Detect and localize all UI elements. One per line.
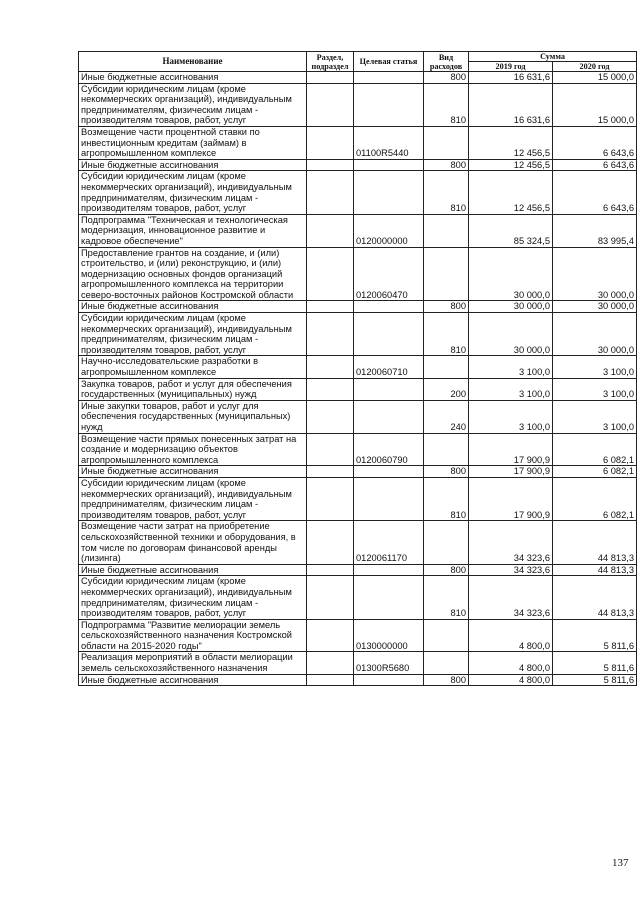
row-expense-type: [424, 247, 469, 301]
row-sum-2020: 44 813,3: [553, 576, 637, 619]
row-expense-type: 810: [424, 576, 469, 619]
row-name: Субсидии юридическим лицам (кроме некоммерческих организаций), индивидуальным предпринимателям, физическим лицам - производителям товаров, работ, услуг: [79, 576, 307, 619]
row-sum-2020: 6 082,1: [553, 477, 637, 520]
row-sum-2019: 3 100,0: [469, 400, 553, 433]
row-expense-type: 810: [424, 83, 469, 126]
row-sum-2019: 16 631,6: [469, 83, 553, 126]
table-row: [79, 214, 637, 247]
table-row: [79, 433, 637, 466]
row-sum-2019: 34 323,6: [469, 576, 553, 619]
row-razdel: [307, 433, 354, 466]
row-sum-2020: 6 643,6: [553, 126, 637, 159]
row-name: Иные бюджетные ассигнования: [79, 301, 307, 313]
row-name: Возмещение части затрат на приобретение сельскохозяйственной техники и оборудования, в том числе по договорам финансовой аренды (лизинга): [79, 521, 307, 564]
row-sum-2020: 30 000,0: [553, 247, 637, 301]
row-sum-2020: 6 082,1: [553, 466, 637, 478]
row-sum-2019: 3 100,0: [469, 378, 553, 400]
row-target-code: [354, 477, 424, 520]
row-razdel: [307, 313, 354, 356]
row-target-code: 0120061170: [354, 521, 424, 564]
header-year-2019: 2019 год: [469, 62, 553, 72]
row-sum-2020: 5 811,6: [553, 652, 637, 674]
row-sum-2019: 12 456,5: [469, 171, 553, 214]
row-sum-2020: 83 995,4: [553, 214, 637, 247]
row-razdel: [307, 72, 354, 84]
row-sum-2019: 4 800,0: [469, 619, 553, 652]
row-name: Субсидии юридическим лицам (кроме некоммерческих организаций), индивидуальным предпринимателям, физическим лицам - производителям товаров, работ, услуг: [79, 83, 307, 126]
row-expense-type: 800: [424, 159, 469, 171]
header-name: Наименование: [79, 52, 307, 72]
row-name: Закупка товаров, работ и услуг для обеспечения государственных (муниципальных) нужд: [79, 378, 307, 400]
table-row: [79, 521, 637, 564]
row-sum-2020: 3 100,0: [553, 356, 637, 378]
row-target-code: 0120000000: [354, 214, 424, 247]
row-target-code: [354, 466, 424, 478]
row-sum-2019: 30 000,0: [469, 301, 553, 313]
table-row: [79, 313, 637, 356]
row-target-code: [354, 378, 424, 400]
table-header: [79, 52, 637, 72]
row-name: Подпрограмма "Развитие мелиорации земель сельскохозяйственного назначения Костромской области на 2015-2020 годы": [79, 619, 307, 652]
row-razdel: [307, 564, 354, 576]
row-sum-2019: 85 324,5: [469, 214, 553, 247]
row-sum-2019: 30 000,0: [469, 247, 553, 301]
row-name: Возмещение части прямых понесенных затрат на создание и модернизацию объектов агропромышленного комплекса: [79, 433, 307, 466]
row-razdel: [307, 126, 354, 159]
row-expense-type: 240: [424, 400, 469, 433]
row-razdel: [307, 159, 354, 171]
row-razdel: [307, 83, 354, 126]
row-sum-2020: 6 643,6: [553, 159, 637, 171]
row-sum-2019: 4 800,0: [469, 674, 553, 686]
table-row: [79, 477, 637, 520]
row-name: Субсидии юридическим лицам (кроме некоммерческих организаций), индивидуальным предпринимателям, физическим лицам - производителям товаров, работ, услуг: [79, 477, 307, 520]
header-razdel: Раздел, подраздел: [307, 52, 354, 72]
row-expense-type: [424, 214, 469, 247]
table-row: [79, 126, 637, 159]
row-sum-2019: 12 456,5: [469, 126, 553, 159]
row-expense-type: 800: [424, 301, 469, 313]
row-target-code: [354, 313, 424, 356]
header-vid: Вид расходов: [424, 52, 469, 72]
row-sum-2019: 34 323,6: [469, 521, 553, 564]
row-name: Иные бюджетные ассигнования: [79, 159, 307, 171]
row-razdel: [307, 619, 354, 652]
row-razdel: [307, 576, 354, 619]
table-row: [79, 356, 637, 378]
table-row: [79, 159, 637, 171]
row-sum-2020: 6 082,1: [553, 433, 637, 466]
row-expense-type: 800: [424, 674, 469, 686]
row-target-code: 0130000000: [354, 619, 424, 652]
table-body: [79, 72, 637, 686]
header-tselevaya: Целевая статья: [354, 52, 424, 72]
table-row: [79, 564, 637, 576]
page-number: 137: [612, 857, 629, 869]
row-razdel: [307, 356, 354, 378]
row-expense-type: [424, 652, 469, 674]
row-razdel: [307, 652, 354, 674]
row-razdel: [307, 214, 354, 247]
table-row: [79, 674, 637, 686]
row-sum-2019: 34 323,6: [469, 564, 553, 576]
row-sum-2020: 3 100,0: [553, 378, 637, 400]
row-sum-2020: 15 000,0: [553, 72, 637, 84]
row-target-code: 0120060470: [354, 247, 424, 301]
row-name: Подпрограмма "Техническая и технологическая модернизация, инновационное развитие и кадровое обеспечение": [79, 214, 307, 247]
row-sum-2020: 30 000,0: [553, 301, 637, 313]
row-target-code: [354, 159, 424, 171]
row-sum-2019: 17 900,9: [469, 466, 553, 478]
row-name: Иные бюджетные ассигнования: [79, 466, 307, 478]
row-sum-2019: 30 000,0: [469, 313, 553, 356]
row-target-code: [354, 564, 424, 576]
row-target-code: 01300R5680: [354, 652, 424, 674]
row-expense-type: 800: [424, 466, 469, 478]
row-expense-type: [424, 433, 469, 466]
row-target-code: [354, 674, 424, 686]
row-sum-2019: 4 800,0: [469, 652, 553, 674]
row-target-code: [354, 83, 424, 126]
row-target-code: [354, 301, 424, 313]
table-row: [79, 83, 637, 126]
row-razdel: [307, 171, 354, 214]
row-expense-type: [424, 619, 469, 652]
row-name: Возмещение части процентной ставки по инвестиционным кредитам (займам) в агропромышленном комплексе: [79, 126, 307, 159]
row-expense-type: 810: [424, 171, 469, 214]
table-row: [79, 652, 637, 674]
row-expense-type: 200: [424, 378, 469, 400]
table-row: [79, 400, 637, 433]
table-row: [79, 378, 637, 400]
row-razdel: [307, 521, 354, 564]
row-name: Субсидии юридическим лицам (кроме некоммерческих организаций), индивидуальным предпринимателям, физическим лицам - производителям товаров, работ, услуг: [79, 313, 307, 356]
row-name: Иные бюджетные ассигнования: [79, 72, 307, 84]
row-sum-2019: 12 456,5: [469, 159, 553, 171]
row-expense-type: [424, 126, 469, 159]
row-sum-2019: 17 900,9: [469, 477, 553, 520]
row-expense-type: 810: [424, 477, 469, 520]
row-name: Научно-исследовательские разработки в агропромышленном комплексе: [79, 356, 307, 378]
row-razdel: [307, 247, 354, 301]
row-expense-type: [424, 356, 469, 378]
row-sum-2020: 15 000,0: [553, 83, 637, 126]
table-row: [79, 72, 637, 84]
table-row: [79, 466, 637, 478]
row-expense-type: [424, 521, 469, 564]
row-target-code: [354, 171, 424, 214]
table-row: [79, 171, 637, 214]
row-name: Иные закупки товаров, работ и услуг для обеспечения государственных (муниципальных) нужд: [79, 400, 307, 433]
row-expense-type: 800: [424, 564, 469, 576]
row-target-code: 0120060710: [354, 356, 424, 378]
row-razdel: [307, 477, 354, 520]
row-sum-2019: 3 100,0: [469, 356, 553, 378]
row-razdel: [307, 400, 354, 433]
row-target-code: [354, 400, 424, 433]
table-row: [79, 619, 637, 652]
row-sum-2020: 30 000,0: [553, 313, 637, 356]
table-row: [79, 301, 637, 313]
row-sum-2020: 5 811,6: [553, 674, 637, 686]
row-razdel: [307, 674, 354, 686]
row-name: Реализация мероприятий в области мелиорации земель сельскохозяйственного назначения: [79, 652, 307, 674]
header-summa: Сумма: [469, 52, 637, 62]
row-sum-2020: 5 811,6: [553, 619, 637, 652]
row-expense-type: 810: [424, 313, 469, 356]
row-sum-2019: 16 631,6: [469, 72, 553, 84]
row-target-code: [354, 72, 424, 84]
row-target-code: 0120060790: [354, 433, 424, 466]
row-razdel: [307, 301, 354, 313]
row-expense-type: 800: [424, 72, 469, 84]
table-row: [79, 247, 637, 301]
row-name: Субсидии юридическим лицам (кроме некоммерческих организаций), индивидуальным предпринимателям, физическим лицам - производителям товаров, работ, услуг: [79, 171, 307, 214]
row-razdel: [307, 466, 354, 478]
header-year-2020: 2020 год: [553, 62, 637, 72]
row-name: Иные бюджетные ассигнования: [79, 564, 307, 576]
row-name: Иные бюджетные ассигнования: [79, 674, 307, 686]
row-target-code: 01100R5440: [354, 126, 424, 159]
row-sum-2020: 44 813,3: [553, 521, 637, 564]
row-sum-2020: 3 100,0: [553, 400, 637, 433]
row-name: Предоставление грантов на создание, и (или) строительство, и (или) реконструкцию, и (или) модернизацию основных фондов организаций агропромышленного комплекса на территории северо-восточных районов Костромской области: [79, 247, 307, 301]
row-sum-2020: 44 813,3: [553, 564, 637, 576]
table-row: [79, 576, 637, 619]
row-sum-2020: 6 643,6: [553, 171, 637, 214]
row-sum-2019: 17 900,9: [469, 433, 553, 466]
row-target-code: [354, 576, 424, 619]
row-razdel: [307, 378, 354, 400]
budget-table: [78, 51, 637, 686]
